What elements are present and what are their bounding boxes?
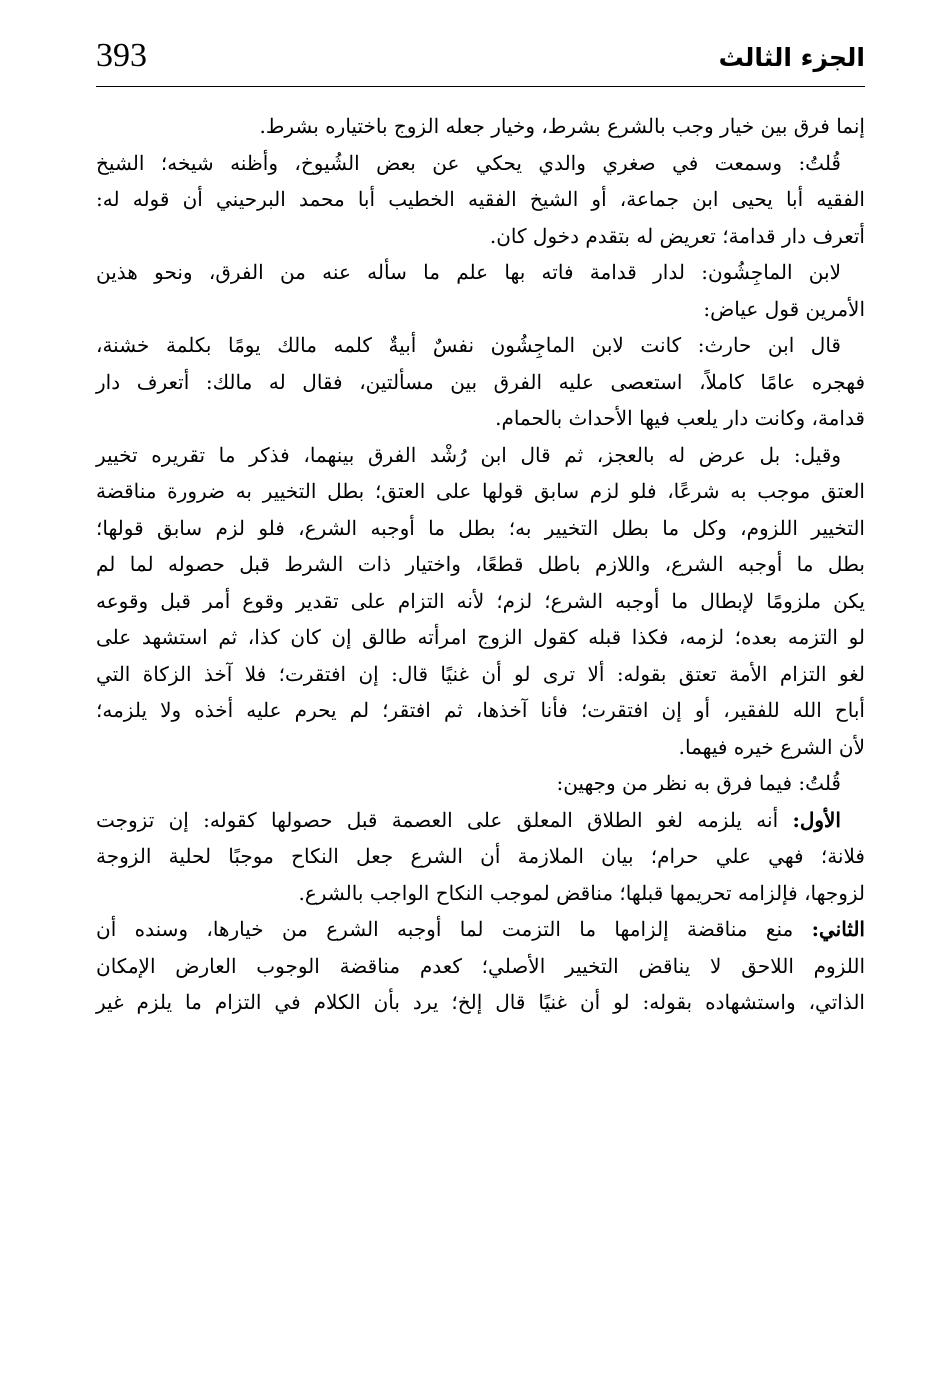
text-line: إنما فرق بين خيار وجب بالشرع بشرط، وخيار جعله الزوج باختياره بشرط. [259,114,865,138]
page-body-text [96,108,865,1021]
text-line: لابن الماجِشُون: لدار قدامة فاته بها علم ما سأله عنه من الفرق، ونحو هذين [96,260,841,284]
text-line: لأن الشرع خيره فيهما. [678,734,865,759]
text-line: بطل ما أوجبه الشرع، واللازم باطل قطعًا، واختيار ذات الشرط قبل حصوله لما لم [96,552,865,576]
text-line: أباح الله للفقير، أو إن افتقرت؛ فأنا آخذها، ثم افتقر؛ لم يحرم عليه أخذه ولا يلزمه؛ [96,698,865,722]
section-label: الأول: [792,807,841,832]
section-label: الثاني: [811,917,865,941]
text-line: التخيير اللزوم، وكل ما بطل التخيير به؛ بطل ما أوجبه الشرع، فلو لزم سابق قولها؛ [96,515,865,540]
text-line: قُلتُ: فيما فرق به نظر من وجهين: [556,771,841,795]
text-line: لزوجها، فإلزامه تحريمها قبلها؛ مناقض لموجب النكاح الواجب بالشرع. [298,880,865,905]
text-line [96,911,865,948]
text-line [96,802,865,839]
line-text: أنه يلزمه لغو الطلاق المعلق على العصمة قبل حصولها كقوله: إن تزوجت [96,807,793,832]
text-line: الفقيه أبا يحيى ابن جماعة، أو الشيخ الفقيه الخطيب أبا محمد البرحيني أن قوله له: [96,187,865,211]
text-line: فهجره عامًا كاملاً، استعصى عليه الفرق بين مسألتين، فقال له مالك: أتعرف دار [96,369,865,394]
page-header [96,34,865,82]
text-line: فلانة؛ فهي علي حرام؛ بيان الملازمة أن الشرع جعل النكاح موجبًا لحلية الزوجة [96,844,865,868]
text-line: لو التزمه بعده؛ لزمه، فكذا قبله كقول الزوج امرأته طالق إن كان كذا، ثم استشهد على [96,625,865,649]
page-number: 393 [96,37,147,74]
text-line: أتعرف دار قدامة؛ تعريض له بتقدم دخول كان. [489,223,865,248]
running-head: الجزء الثالث [718,43,865,72]
text-line: قال ابن حارث: كانت لابن الماجِشُون نفسٌ أبيةٌ كلمه مالك يومًا بكلمة خشنة، [96,333,841,357]
text-line: قدامة، وكانت دار يلعب فيها الأحداث بالحمام. [495,406,865,430]
line-text: منع مناقضة إلزامها ما التزمت لما أوجبه الشرع من خيارها، وسنده أن [96,917,812,941]
text-line: لغو التزام الأمة تعتق بقوله: ألا ترى لو أن غنيًا قال: إن افتقرت؛ فلا آخذ الزكاة التي [96,661,865,686]
header-divider [96,86,865,87]
text-line: العتق موجب به شرعًا، فلو لزم سابق قولها على العتق؛ بطل التخيير به ضرورة مناقضة [96,479,865,503]
text-line: اللزوم اللاحق لا يناقض التخيير الأصلي؛ كعدم مناقضة الوجوب العارض الإمكان [96,953,865,978]
text-line: يكن ملزومًا لإبطال ما أوجبه الشرع؛ لزم؛ لأنه التزام على تقدير وقوع أمر قبل وقوعه [96,588,865,613]
text-line: الذاتي، واستشهاده بقوله: لو أن غنيًا قال إلخ؛ يرد بأن الكلام في التزام ما يلزم غير [96,990,865,1014]
text-line: قُلتُ: وسمعت في صغري والدي يحكي عن بعض الشُيوخ، وأظنه شيخه؛ الشيخ [96,150,841,175]
text-line: الأمرين قول عياض: [703,296,865,321]
text-line: وقيل: بل عرض له بالعجز، ثم قال ابن رُشْد الفرق بينهما، فذكر ما تقريره تخيير [96,442,841,467]
